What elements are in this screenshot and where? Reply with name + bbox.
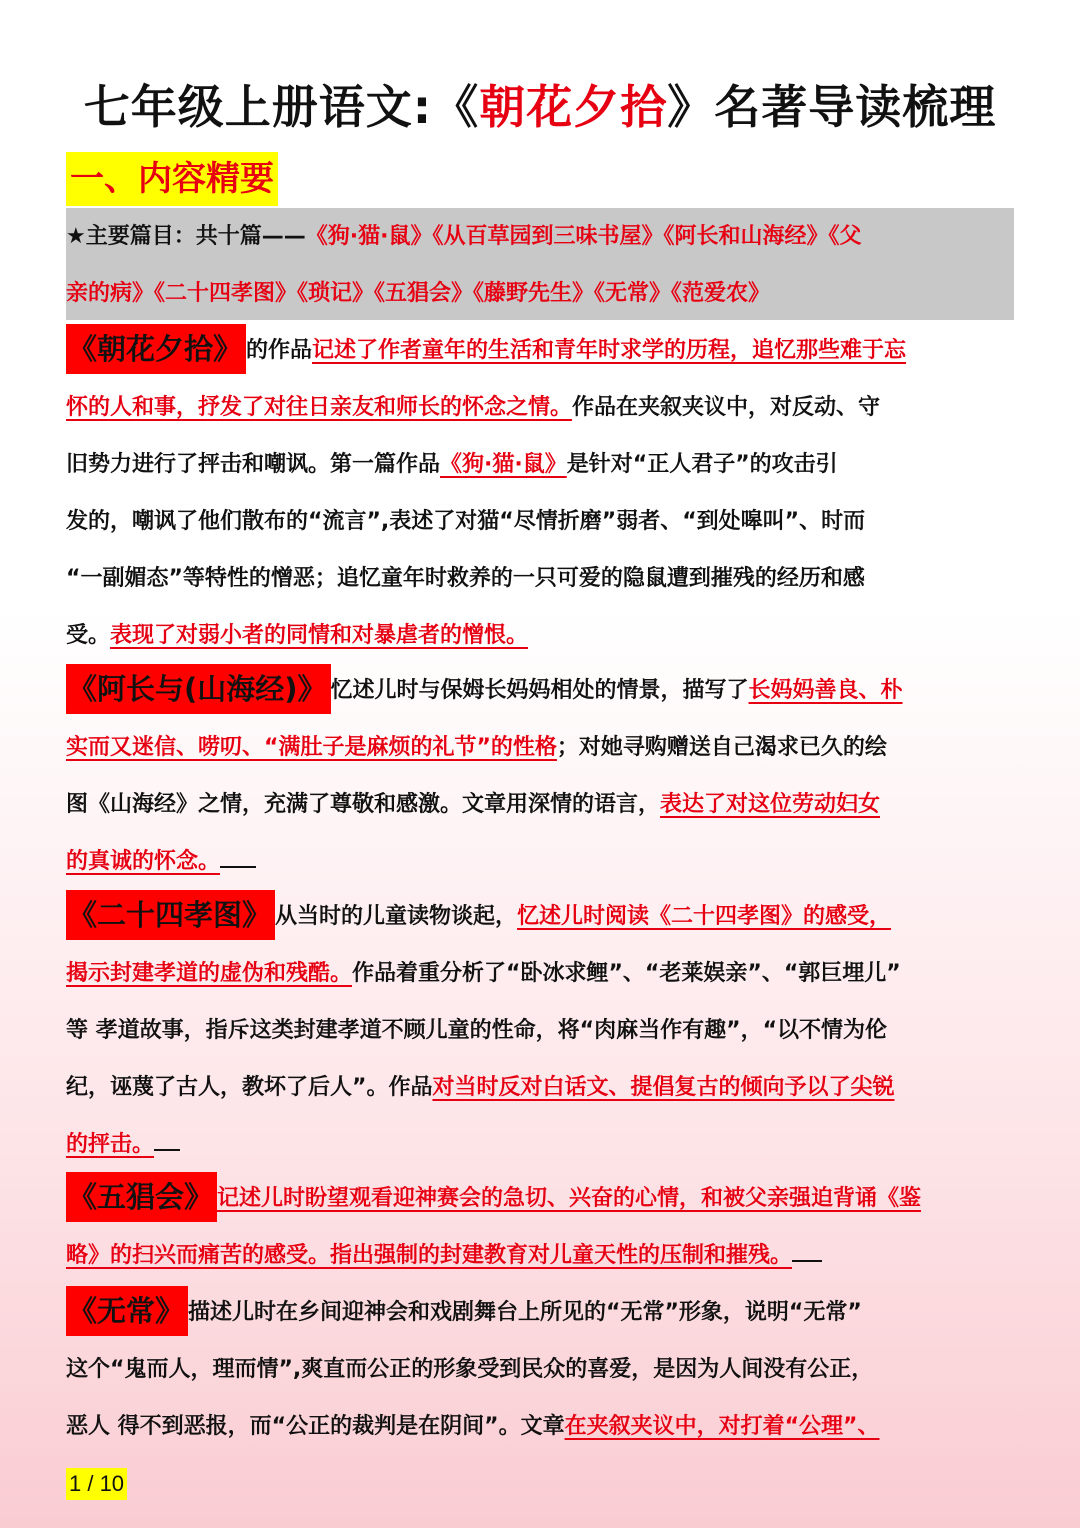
- paragraph-ershisixiaotu: [66, 888, 1016, 1173]
- highlight-text: 揭示封建孝道的虚伪和残酷。: [66, 961, 353, 986]
- text-span: 忆述儿时与保姆长妈妈相处的情景，描写了: [330, 678, 749, 703]
- text-span: 恶人 得不到恶报，而“公正的裁判是在阴间”。文章: [66, 1414, 565, 1439]
- text-span: 的作品: [246, 338, 313, 363]
- section-heading: 一、内容精要: [66, 152, 278, 206]
- title-book-name: 朝花夕拾: [479, 80, 668, 134]
- highlight-text: 记述儿时盼望观看迎神赛会的急切、兴奋的心情，和被父亲强迫背诵《鉴: [217, 1186, 922, 1211]
- page-number: 1 / 10: [66, 1468, 127, 1500]
- underline-tail: [154, 1135, 180, 1151]
- page-title: [0, 72, 1080, 142]
- highlight-text: 长妈妈善良、朴: [748, 678, 903, 703]
- book-tag: 《阿长与(山海经)》: [66, 664, 331, 714]
- title-suffix: 》名著导读梳理: [667, 80, 997, 134]
- highlight-text: 表现了对弱小者的同情和对暴虐者的憎恨。: [110, 623, 529, 648]
- highlight-text: 《狗·猫·鼠》: [440, 452, 567, 477]
- text-span: 纪，诬蔑了古人，教坏了后人”。作品: [66, 1075, 433, 1100]
- highlight-text: 记述了作者童年的生活和青年时求学的历程，追忆那些难于忘: [312, 338, 907, 363]
- main-titles-books-1: 《狗·猫·鼠》《从百草园到三味书屋》《阿长和山海经》《父: [305, 224, 862, 249]
- highlight-text: 表达了对这位劳动妇女: [660, 792, 881, 817]
- text-span: 图《山海经》之情，充满了尊敬和感激。文章用深情的语言，: [66, 792, 661, 817]
- main-titles-lead: ★主要篇目：共十篇——: [66, 224, 306, 249]
- highlight-text: 在夹叙夹议中，对打着“公理”、: [564, 1414, 880, 1439]
- paragraph-wuchang: [66, 1284, 1016, 1455]
- underline-tail: [792, 1246, 822, 1262]
- text-line: 等 孝道故事，指斥这类封建孝道不顾儿童的性命，将“肉麻当作有趣”，“以不情为伦: [66, 1018, 888, 1043]
- text-span: 旧势力进行了抨击和嘲讽。第一篇作品: [66, 452, 441, 477]
- paragraph-zhaohuaxishi: [66, 322, 1016, 664]
- text-line: 发的，嘲讽了他们散布的“流言”,表述了对猫“尽情折磨”弱者、“到处嗥叫”、时而: [66, 509, 866, 534]
- highlight-text: 的抨击。: [66, 1132, 155, 1157]
- underline-tail: [220, 852, 256, 868]
- book-tag: 《五猖会》: [66, 1172, 217, 1222]
- highlight-text: 对当时反对白话文、提倡复古的倾向予以了尖锐: [432, 1075, 895, 1100]
- text-line: “一副媚态”等特性的憎恶；追忆童年时救养的一只可爱的隐鼠遭到摧残的经历和感: [66, 566, 865, 591]
- highlight-text: 略》的扫兴而痛苦的感受。指出强制的封建教育对儿童天性的压制和摧残。: [66, 1243, 793, 1268]
- text-span: 作品在夹叙夹议中，对反动、守: [572, 395, 881, 420]
- paragraph-wuchanghui: [66, 1170, 1016, 1284]
- book-tag: 《朝花夕拾》: [66, 324, 246, 374]
- paragraph-achang: [66, 662, 1016, 890]
- text-span: 是针对“正人君子”的攻击引: [566, 452, 838, 477]
- text-span: ；对她寻购赠送自己渴求已久的绘: [556, 735, 887, 760]
- title-prefix: 七年级上册语文:《: [83, 80, 480, 134]
- text-span: 从当时的儿童读物谈起，: [275, 904, 518, 929]
- book-tag: 《二十四孝图》: [66, 890, 275, 940]
- highlight-text: 实而又迷信、唠叨、“满肚子是麻烦的礼节”的性格: [66, 735, 557, 760]
- book-tag: 《无常》: [66, 1286, 188, 1336]
- highlight-text: 忆述儿时阅读《二十四孝图》的感受，: [517, 904, 892, 929]
- main-titles-books-2: 亲的病》《二十四孝图》《琐记》《五猖会》《藤野先生》《无常》《范爱农》: [66, 281, 771, 306]
- highlight-text: 的真诚的怀念。: [66, 849, 221, 874]
- main-titles-list: [66, 208, 1016, 322]
- text-line: 这个“鬼而人，理而情”,爽直而公正的形象受到民众的喜爱，是因为人间没有公正，: [66, 1357, 874, 1382]
- text-span: 作品着重分析了“卧冰求鲤”、“老莱娱亲”、“郭巨埋儿”: [352, 961, 901, 986]
- text-span: 描述儿时在乡间迎神会和戏剧舞台上所见的“无常”形象，说明“无常”: [188, 1300, 862, 1325]
- highlight-text: 怀的人和事，抒发了对往日亲友和师长的怀念之情。: [66, 395, 573, 420]
- text-span: 受。: [66, 623, 111, 648]
